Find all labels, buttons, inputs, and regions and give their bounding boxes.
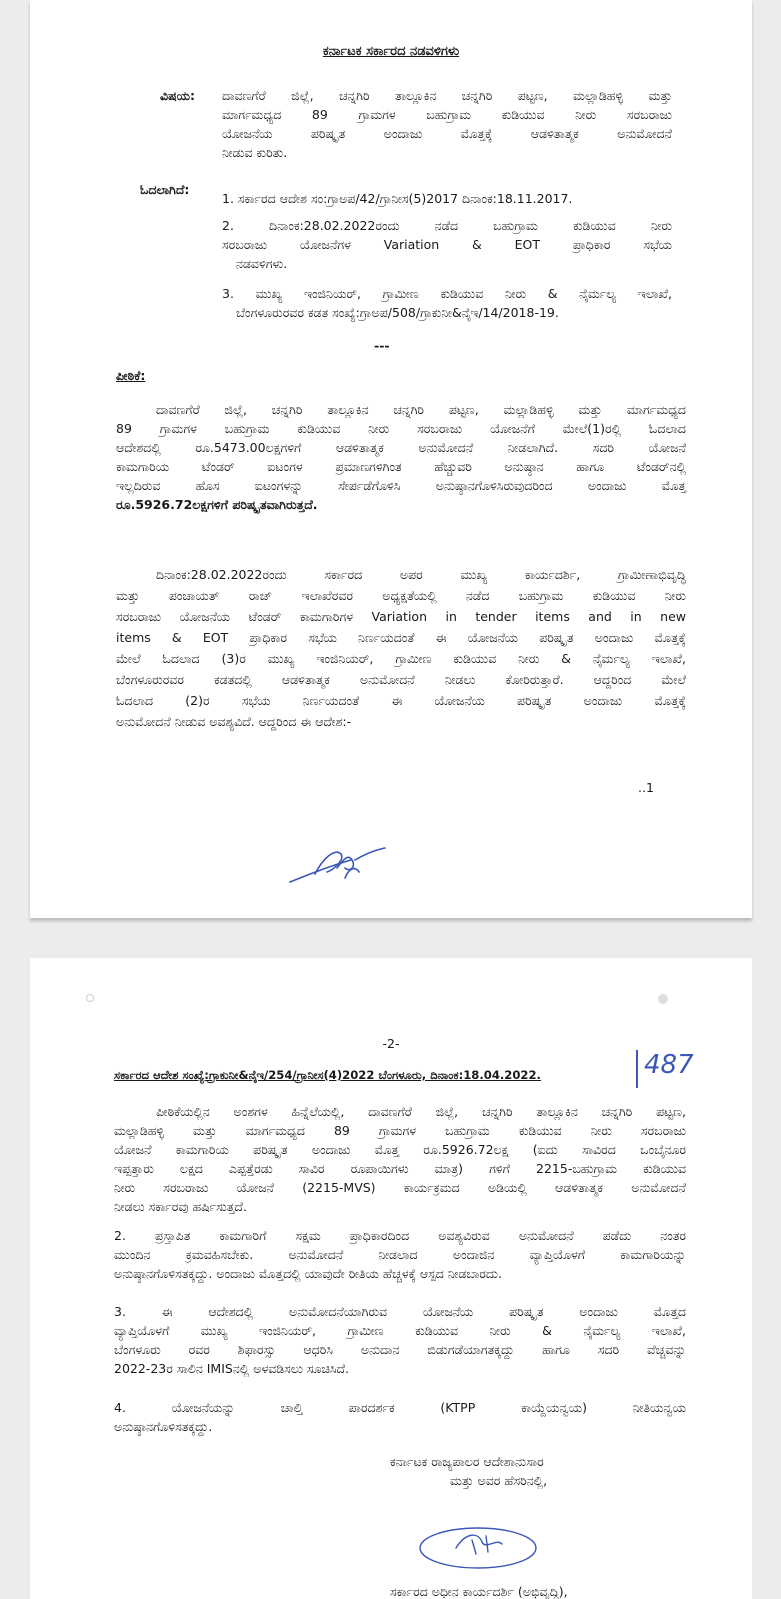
initials-signature (285, 838, 395, 890)
page-number: -2- (382, 1036, 400, 1051)
paragraph-line: ಮುಂದಿನ ಕ್ರಮವಹಿಸಬೇಕು. ಅನುಮೋದನೆ ನೀಡಲಾದ ಅಂದಾಜಿನ ವ್ಯಾಪ್ತಿಯೊಳಗೆ ಕಾಮಗಾರಿಯನ್ನು (114, 1247, 686, 1262)
paragraph-line: ಸರಬರಾಜು ಯೋಜನೆಯ ಟೆಂಡರ್ ಕಾಮಗಾರಿಗಳ Variation in tender items and in new (116, 609, 686, 624)
document-page-2 (30, 958, 752, 1599)
paragraph-line: 3. ಈ ಆದೇಶದಲ್ಲಿ ಅನುಮೋದನೆಯಾಗಿರುವ ಯೋಜನೆಯ ಪರಿಷ್ಕೃತ ಅಂದಾಜು ಮೊತ್ತದ (114, 1304, 686, 1319)
subject-line: ಮಾರ್ಗಮಧ್ಯದ 89 ಗ್ರಾಮಗಳ ಬಹುಗ್ರಾಮ ಕುಡಿಯುವ ನೀರು ಸರಬರಾಜು (222, 107, 672, 122)
read-line: 3. ಮುಖ್ಯ ಇಂಜಿನಿಯರ್, ಗ್ರಾಮೀಣ ಕುಡಿಯುವ ನೀರು & ನೈರ್ಮಲ್ಯ ಇಲಾಖೆ, (222, 286, 672, 301)
punch-hole-right (658, 994, 668, 1004)
document-title: ಕರ್ನಾಟಕ ಸರ್ಕಾರದ ನಡವಳಿಗಳು (322, 44, 460, 59)
paragraph-line: ಅನುಷ್ಠಾನಗೊಳಿಸತಕ್ಕದ್ದು. (114, 1419, 213, 1434)
preamble-paragraph-2 (116, 564, 686, 732)
preamble-label: ಪೀಠಿಕೆ: (116, 368, 146, 383)
order-paragraph-1 (114, 1102, 686, 1216)
paragraph-line: ನೀಡಲು ಸರ್ಕಾರವು ಹರ್ಷಿಸುತ್ತದೆ. (114, 1199, 247, 1214)
closing-block (390, 1452, 680, 1490)
paragraph-line: 2. ಪ್ರಸ್ತಾಪಿತ ಕಾಮಗಾರಿಗೆ ಸಕ್ಷಮ ಪ್ರಾಧಿಕಾರದಿಂದ ಅವಶ್ಯವಿರುವ ಅನುಮೋದನೆ ಪಡೆದು ನಂತರ (114, 1228, 686, 1243)
paragraph-line: ಪೀಠಿಕೆಯಲ್ಲಿನ ಅಂಶಗಳ ಹಿನ್ನೆಲೆಯಲ್ಲಿ, ದಾವಣಗೆರೆ ಜಿಲ್ಲೆ, ಚನ್ನಗಿರಿ ತಾಲ್ಲೂಕಿನ ಚನ್ನಗಿರಿ ಪಟ್ಟಣ, (156, 1104, 686, 1119)
order-number-header: ಸರ್ಕಾರದ ಆದೇಶ ಸಂಖ್ಯೆ:ಗ್ರಾಕುನೀ&ನೈಇ/254/ಗ್ರಾನೀಸ(4)2022 ಬೆಂಗಳೂರು, ದಿನಾಂಕ:18.04.2022. (114, 1068, 541, 1082)
read-line: ಬೆಂಗಳೂರುರವರ ಕಡತ ಸಂಖ್ಯೆ:ಗ್ರಾಅಪ/508/ಗ್ರಾಕುನೀ&ನೈಇ/14/2018-19. (236, 305, 559, 320)
paragraph-line: ದಾವಣಗೆರೆ ಜಿಲ್ಲೆ, ಚನ್ನಗಿರಿ ತಾಲ್ಲೂಕಿನ ಚನ್ನಗಿರಿ ಪಟ್ಟಣ, ಮಲ್ಲಾಡಿಹಳ್ಳಿ ಮತ್ತು ಮಾರ್ಗಮಧ್ಯದ (156, 402, 686, 417)
paragraph-line: ಬೆಂಗಳೂರು ರವರ ಶಿಫಾರಸ್ಸು ಆಧರಿಸಿ ಅನುದಾನ ಬಿಡುಗಡೆಯಾಗತಕ್ಕದ್ದು ಹಾಗೂ ಸದರಿ ವೆಚ್ಚವನ್ನು (114, 1342, 686, 1357)
officer-signature (416, 1518, 546, 1570)
read-line: 2. ದಿನಾಂಕ:28.02.2022ರಂದು ನಡೆದ ಬಹುಗ್ರಾಮ ಕುಡಿಯುವ ನೀರು (222, 218, 672, 233)
closing-line: ಕರ್ನಾಟಕ ರಾಜ್ಯಪಾಲರ ಆದೇಶಾನುಸಾರ (390, 1454, 544, 1469)
paragraph-line: ಮಲ್ಲಾಡಿಹಳ್ಳಿ ಮತ್ತು ಮಾರ್ಗಮಧ್ಯದ 89 ಗ್ರಾಮಗಳ ಬಹುಗ್ರಾಮ ಕುಡಿಯುವ ನೀರು ಸರಬರಾಜು (114, 1123, 686, 1138)
read-line: ಸರಬರಾಜು ಯೋಜನೆಗಳ Variation & EOT ಪ್ರಾಧಿಕಾರ ಸಭೆಯ (222, 237, 672, 252)
subject-text (222, 86, 672, 162)
document-page-1 (30, 0, 752, 918)
paragraph-line: 2022-23ರ ಸಾಲಿನ IMISನಲ್ಲಿ ಅಳವಡಿಸಲು ಸೂಚಿಸಿದೆ. (114, 1361, 350, 1376)
read-line: ನಡವಳಿಗಳು. (236, 256, 288, 271)
page-continuation-marker: ..1 (638, 780, 654, 795)
paragraph-line: ಆದೇಶದಲ್ಲಿ ರೂ.5473.00ಲಕ್ಷಗಳಿಗೆ ಆಡಳಿತಾತ್ಮಕ ಅನುಮೋದನೆ ನೀಡಲಾಗಿದೆ. ಸದರಿ ಯೋಜನೆ (116, 440, 686, 455)
order-paragraph-2 (114, 1226, 686, 1283)
paragraph-line: ಅನುಷ್ಠಾನಗೊಳಿಸತಕ್ಕದ್ದು. ಅಂದಾಜು ಮೊತ್ತದಲ್ಲಿ ಯಾವುದೇ ರೀತಿಯ ಹೆಚ್ಚಳಕ್ಕೆ ಆಸ್ಪದ ನೀಡಬಾರದು. (114, 1266, 502, 1281)
paragraph-line: ಕಾಮಗಾರಿಯ ಟೆಂಡರ್ ಐಟಂಗಳ ಪ್ರಮಾಣಗಳಿಗಿಂತ ಹೆಚ್ಚುವರಿ ಅನುಷ್ಠಾನ ಹಾಗೂ ಟೆಂಡರ್‌ನಲ್ಲಿ (116, 459, 686, 474)
paragraph-line: ರೂ.5926.72ಲಕ್ಷಗಳಿಗೆ ಪರಿಷ್ಕೃತವಾಗಿರುತ್ತದೆ. (116, 497, 318, 512)
read-item-1 (222, 189, 672, 208)
paragraph-line: ಬೆಂಗಳೂರುರವರ ಕಡತದಲ್ಲಿ ಆಡಳಿತಾತ್ಮಕ ಅನುಮೋದನೆ ನೀಡಲು ಕೋರಿರುತ್ತಾರೆ. ಆದ್ದರಿಂದ ಮೇಲೆ (116, 672, 686, 687)
separator: --- (374, 338, 390, 353)
paragraph-line: ಇಲ್ಲದಿರುವ ಹೊಸ ಐಟಂಗಳನ್ನು ಸೇರ್ಪಡೆಗೊಳಿಸಿ ಅನುಷ್ಠಾನಗೊಳಿಸಿರುವುದರಿಂದ ಅಂದಾಜು ಮೊತ್ತ (116, 478, 686, 493)
punch-hole-left (86, 994, 94, 1002)
handwritten-number: 487 (644, 1050, 694, 1080)
read-item-2 (222, 216, 672, 273)
subject-line: ದಾವಣಗೆರೆ ಜಿಲ್ಲೆ, ಚನ್ನಗಿರಿ ತಾಲ್ಲೂಕಿನ ಚನ್ನಗಿರಿ ಪಟ್ಟಣ, ಮಲ್ಲಾಡಿಹಳ್ಳಿ ಮತ್ತು (222, 88, 672, 103)
read-item-3 (222, 284, 672, 322)
read-line: 1. ಸರ್ಕಾರದ ಆದೇಶ ಸಂ:ಗ್ರಾಅಪ/42/ಗ್ರಾನೀಸ(5)2017 ದಿನಾಂಕ:18.11.2017. (222, 191, 573, 206)
subject-line: ಯೋಜನೆಯ ಪರಿಷ್ಕೃತ ಅಂದಾಜು ಮೊತ್ತಕ್ಕೆ ಆಡಳಿತಾತ್ಮಕ ಅನುಮೋದನೆ (222, 126, 672, 141)
paragraph-line: ಮೇಲೆ ಓದಲಾದ (3)ರ ಮುಖ್ಯ ಇಂಜಿನಿಯರ್, ಗ್ರಾಮೀಣ ಕುಡಿಯುವ ನೀರು & ನೈರ್ಮಲ್ಯ ಇಲಾಖೆ, (116, 651, 686, 666)
preamble-paragraph-1 (116, 400, 686, 514)
paragraph-line: 89 ಗ್ರಾಮಗಳ ಬಹುಗ್ರಾಮ ಕುಡಿಯುವ ನೀರು ಸರಬರಾಜು ಯೋಜನೆಗೆ ಮೇಲೆ(1)ರಲ್ಲಿ ಓದಲಾದ (116, 421, 686, 436)
paragraph-line: items & EOT ಪ್ರಾಧಿಕಾರ ಸಭೆಯ ನಿರ್ಣಯದಂತೆ ಈ ಯೋಜನೆಯ ಪರಿಷ್ಕೃತ ಅಂದಾಜು ಮೊತ್ತಕ್ಕೆ (116, 630, 686, 645)
paragraph-line: ಅನುಮೋದನೆ ನೀಡುವ ಅವಶ್ಯವಿದೆ. ಆದ್ದರಿಂದ ಈ ಆದೇಶ:- (116, 714, 352, 729)
paragraph-line: ಓದಲಾದ (2)ರ ಸಭೆಯ ನಿರ್ಣಯದಂತೆ ಈ ಯೋಜನೆಯ ಪರಿಷ್ಕೃತ ಅಂದಾಜು ಮೊತ್ತಕ್ಕೆ (116, 693, 686, 708)
paragraph-line: ಮತ್ತು ಪಂಚಾಯತ್ ರಾಜ್ ಇಲಾಖೆರವರ ಅಧ್ಯಕ್ಷತೆಯಲ್ಲಿ ನಡೆದ ಬಹುಗ್ರಾಮ ಕುಡಿಯುವ ನೀರು (116, 588, 686, 603)
paragraph-line: ಇಪ್ಪತ್ತಾರು ಲಕ್ಷದ ಎಪ್ಪತ್ತೆರಡು ಸಾವಿರ ರೂಪಾಯಿಗಳು ಮಾತ್ರ) ಗಳಿಗೆ 2215-ಬಹುಗ್ರಾಮ ಕುಡಿಯುವ (114, 1161, 686, 1176)
order-paragraph-3 (114, 1302, 686, 1378)
subject-label: ವಿಷಯ: (160, 88, 195, 103)
paragraph-line: ಯೋಜನೆ ಕಾಮಗಾರಿಯ ಪರಿಷ್ಕೃತ ಅಂದಾಜು ಮೊತ್ತ ರೂ.5926.72ಲಕ್ಷ (ಐದು ಸಾವಿರದ ಒಂಬೈನೂರ (114, 1142, 686, 1157)
paragraph-line: ವ್ಯಾಪ್ತಿಯೊಳಗೆ ಮುಖ್ಯ ಇಂಜಿನಿಯರ್, ಗ್ರಾಮೀಣ ಕುಡಿಯುವ ನೀರು & ನೈರ್ಮಲ್ಯ ಇಲಾಖೆ, (114, 1323, 686, 1338)
order-paragraph-4 (114, 1398, 686, 1436)
pen-mark (636, 1050, 638, 1088)
closing-line: ಮತ್ತು ಅವರ ಹೆಸರಿನಲ್ಲಿ, (450, 1473, 548, 1488)
paragraph-line: ನೀರು ಸರಬರಾಜು ಯೋಜನೆ (2215-MVS) ಕಾರ್ಯಕ್ರಮದ ಅಡಿಯಲ್ಲಿ ಆಡಳಿತಾತ್ಮಕ ಅನುಮೋದನೆ (114, 1180, 686, 1195)
subject-line: ನೀಡುವ ಕುರಿತು. (222, 145, 288, 160)
signatory-designation: ಸರ್ಕಾರದ ಅಧೀನ ಕಾರ್ಯದರ್ಶಿ (ಅಭಿವೃದ್ಧಿ), (390, 1584, 568, 1599)
paragraph-line: 4. ಯೋಜನೆಯನ್ನು ಚಾಲ್ತಿ ಪಾರದರ್ಶಕ (KTPP ಕಾಯ್ದೆಯನ್ವಯ) ನೀತಿಯನ್ವಯ (114, 1400, 686, 1415)
read-label: ಓದಲಾಗಿದೆ: (140, 182, 190, 197)
paragraph-line: ದಿನಾಂಕ:28.02.2022ರಂದು ಸರ್ಕಾರದ ಅಪರ ಮುಖ್ಯ ಕಾರ್ಯದರ್ಶಿ, ಗ್ರಾಮೀಣಾಭಿವೃದ್ಧಿ (156, 567, 686, 582)
